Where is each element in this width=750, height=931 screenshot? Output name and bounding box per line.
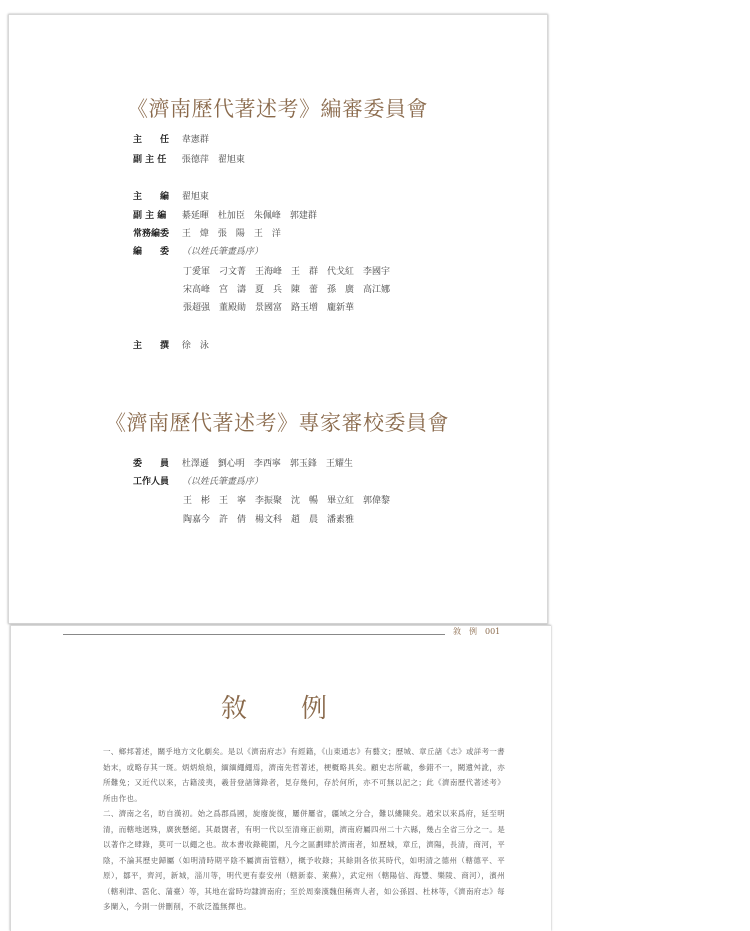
row-names: 杜澤遜 劉心明 李西寧 郭玉鋒 王耀生 xyxy=(181,459,353,469)
committee-row xyxy=(133,152,245,165)
committee-page xyxy=(8,14,548,624)
committee-row xyxy=(133,456,353,469)
committee-row xyxy=(133,244,263,257)
paragraph: 二、濟南之名，昉自漢初。始之爲郡爲國，旋廢旋復，屢併屢省，疆域之分合，難以縷陳矣。趙宋以來爲府，延至明清，而轄地迥殊，廣狹懸絕。其最闊者，有明一代以至清雍正前期，濟南府屬四州二十六縣，幾占全省三分之一。是以著作之肆錄，莫可一以繩之也。故本書收錄範圍，凡今之區劃肆於濟南者，如歷城，章丘，濟陽，長清，商河，平陰，不論其歷史歸屬（如明清時期平陰不屬濟南管轄），概予收錄；其餘則各依其時代，如明清之德州（轄德平、平原），鄒平，齊河，新城，淄川等，明代更有泰安州（轄新泰、萊蕪），武定州（轄陽信、海豐、樂陵、商河），濱州（轄利津、霑化、蒲臺）等，其地在當時均隸濟南府；至於周秦漢魏但稱齊人者，如公孫固、杜林等，《濟南府志》每多闌入，今則一併刪削，不欲泛濫無擇也。 xyxy=(103,809,505,911)
member-line: 王 彬 王 寧 李振聚 沈 暢 畢立紅 郭偉黎 xyxy=(183,496,391,506)
row-label: 主 撰 xyxy=(133,341,170,351)
committee-row xyxy=(133,338,209,351)
row-names: 王 煒 張 陽 王 洋 xyxy=(181,229,281,239)
row-names: 綦延暉 杜加臣 朱佩峰 郭建群 xyxy=(181,211,317,221)
member-line: 宋高峰 宫 濤 夏 兵 陳 蕾 孫 廣 高江娜 xyxy=(183,285,391,295)
expert-committee-title: 《濟南歷代著述考》專家審校委員會 xyxy=(105,411,449,435)
committee-row xyxy=(133,189,209,202)
row-names: 張德萍 翟旭東 xyxy=(181,155,245,165)
row-label: 工作人員 xyxy=(133,477,170,487)
running-head: 敘 例 001 xyxy=(453,627,501,636)
row-label: 主 編 xyxy=(133,192,170,202)
row-label: 編 委 xyxy=(133,247,170,257)
row-names: 翟旭東 xyxy=(181,192,209,202)
row-label: 副 主 編 xyxy=(133,211,167,221)
order-note: （以姓氏筆畫爲序） xyxy=(181,247,263,257)
row-names: 韋憲群 xyxy=(181,135,209,145)
preface-page xyxy=(10,625,551,931)
committee-title: 《濟南歷代著述考》編審委員會 xyxy=(127,97,428,121)
committee-row xyxy=(133,132,209,145)
row-label: 委 員 xyxy=(133,459,170,469)
row-names: 徐 泳 xyxy=(181,341,209,351)
page-title: 敘 例 xyxy=(220,694,341,724)
row-label: 常務編委 xyxy=(133,229,170,239)
order-note: （以姓氏筆畫爲序） xyxy=(181,477,263,487)
committee-row xyxy=(133,208,317,221)
member-line: 張超强 董殿勛 景國富 路玉增 龐新華 xyxy=(183,303,355,313)
member-line: 陶嘉今 許 倩 楊文科 趙 晨 潘素雅 xyxy=(183,515,355,525)
row-label: 主 任 xyxy=(133,135,170,145)
committee-row xyxy=(133,474,263,487)
header-rule xyxy=(63,634,445,635)
committee-row xyxy=(133,226,281,239)
member-line: 丁愛軍 刁文菁 王海峰 王 群 代戈紅 李國宇 xyxy=(183,267,391,277)
paragraph: 一、鄉邦著述，關乎地方文化劇矣。是以《濟南府志》有經籍，《山東通志》有藝文；歷城、章丘諸《志》或詳考一書始末，或略存其一斑。炳炳烺烺，緬緬繩繩焉，濟南先哲著述，梗概略具矣。顧史志所載，參錯不一，闕遺舛訛，亦所難免；又近代以來，古籍淩夷，羲昔登諸簿錄者，見存幾何，存於何所，亦不可無以記之；此《濟南歷代著述考》所由作也。 xyxy=(103,747,505,803)
row-label: 副 主 任 xyxy=(133,155,167,165)
